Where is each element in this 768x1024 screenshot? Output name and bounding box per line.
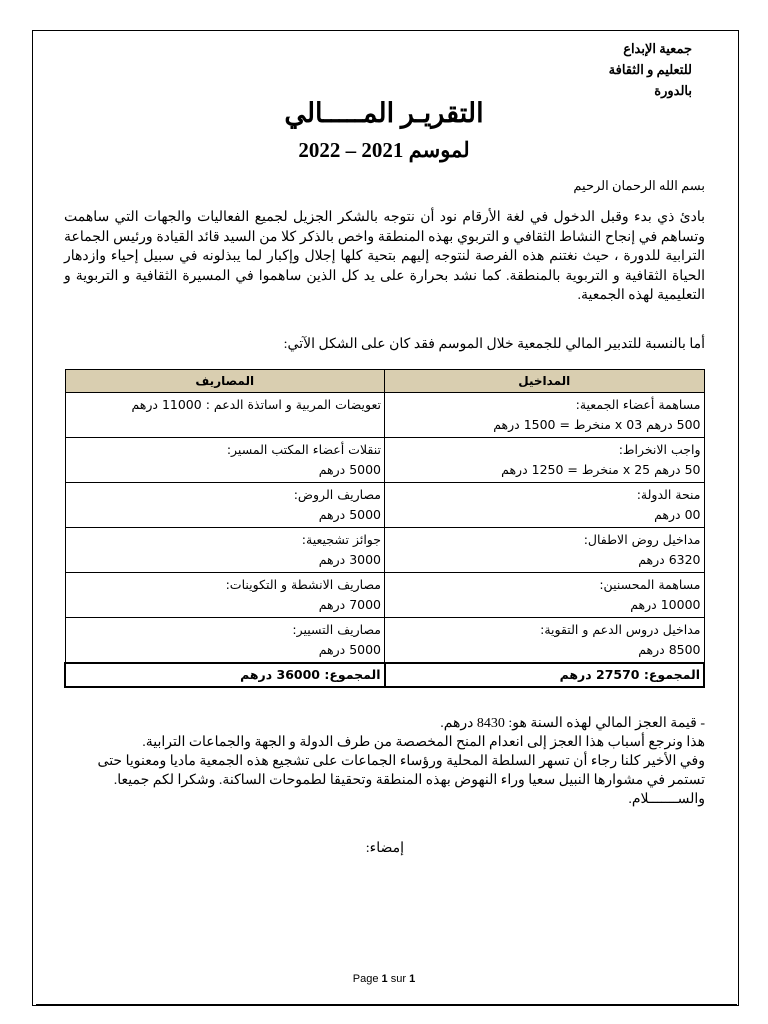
income-cell [385, 438, 705, 483]
expense-value: 5000 درهم [318, 507, 381, 522]
income-cell [385, 393, 705, 438]
expense-total: المجموع: 36000 درهم [65, 663, 385, 687]
table-row [65, 483, 704, 528]
expense-cell [65, 438, 385, 483]
table-row [65, 618, 704, 664]
income-cell [385, 528, 705, 573]
page-current: 1 [381, 973, 388, 985]
expense-cell [65, 393, 385, 438]
expense-cell [65, 573, 385, 618]
table-row [65, 528, 704, 573]
expense-label: جوائز تشجيعية: [301, 532, 381, 547]
income-label: مداخيل روض الاطفال: [583, 532, 701, 547]
income-value: 10000 درهم [630, 597, 701, 612]
income-label: منحة الدولة: [636, 487, 701, 502]
income-cell [385, 573, 705, 618]
expense-label: مصاريف الانشطة و التكوينات: [225, 577, 381, 592]
signature-label: إمضاء: [365, 841, 404, 856]
report-season: لموسم 2021 – 2022 [298, 138, 470, 162]
page-border-bottom-rule [36, 1004, 737, 1005]
page-word: Page [352, 973, 379, 985]
expense-cell [65, 483, 385, 528]
financial-table [64, 369, 705, 688]
expense-value: 5000 درهم [318, 642, 381, 657]
table-header-row [65, 370, 704, 393]
income-cell [385, 483, 705, 528]
income-label: مساهمة أعضاء الجمعية: [575, 397, 701, 412]
expense-value: 7000 درهم [318, 597, 381, 612]
income-label: واجب الانخراط: [618, 442, 701, 457]
income-value: 6320 درهم [638, 552, 701, 567]
association-name: جمعية الإبداع [623, 41, 692, 56]
expense-column-header: المصاريف [65, 370, 385, 393]
expense-value: 5000 درهم [318, 462, 381, 477]
income-value: 00 درهم [654, 507, 701, 522]
page-footer [0, 973, 768, 985]
income-label: مداخيل دروس الدعم و التقوية: [540, 622, 701, 637]
association-purpose: للتعليم و الثقافة [608, 62, 692, 77]
income-value: 500 درهم x 03 منخرط = 1500 درهم [493, 417, 701, 432]
table-row [65, 573, 704, 618]
expense-cell [65, 618, 385, 664]
income-label: مساهمة المحسنين: [599, 577, 701, 592]
expense-label: مصاريف التسيير: [292, 622, 381, 637]
income-total: المجموع: 27570 درهم [385, 663, 705, 687]
association-header [609, 38, 692, 101]
expense-label: تنقلات أعضاء المكتب المسير: [226, 442, 381, 457]
income-column-header: المداخيل [385, 370, 705, 393]
association-location: بالدورة [654, 83, 692, 98]
deficit-line: - قيمة العجز المالي لهذه السنة هو: 8430 درهم. [440, 716, 705, 731]
table-total-row [65, 663, 704, 687]
expense-cell [65, 528, 385, 573]
income-value: 8500 درهم [638, 642, 701, 657]
expense-label: تعويضات المربية و اساتذة الدعم : 11000 درهم [131, 397, 381, 412]
income-cell [385, 618, 705, 664]
page-total: 1 [409, 973, 416, 985]
conclusion-section [64, 714, 705, 809]
expense-value: 3000 درهم [318, 552, 381, 567]
table-row [65, 393, 704, 438]
closing-salutation: والســـــــلام. [628, 792, 705, 807]
closing-appeal: وفي الأخير كلنا رجاء أن تسهر السلطة المحلية ورؤساء الجماعات على تشجيع هذه الجمعية ماديا ومعنويا حتى تستمر في مشوارها النبيل سعيا وراء النهوض بهذه المنطقة وتحقيقا لطموحات الساكنة. وشكرا لكم جميعا. [97, 754, 705, 788]
report-title: التقريـر المـــــالي [284, 98, 484, 128]
expense-label: مصاريف الروض: [293, 487, 381, 502]
income-value: 50 درهم x 25 منخرط = 1250 درهم [501, 462, 701, 477]
intro-paragraph: بادئ ذي بدء وقبل الدخول في لغة الأرقام نود أن نتوجه بالشكر الجزيل لجميع الفعاليات والجهات التي ساهمت وتساهم في إنجاح النشاط الثقافي و التربوي بهذه المنطقة واخص بالذكر كلا من السيد قائد القيادة ورئيس الجماعة الترابية للدورة ، حيث نغتنم هذه الفرصة لنتوجه إليهم بتحية كلها إجلال وإكبار لما يبذلونه في سبيل إحياء وازدهار الحياة الثقافية و التربوية بالمنطقة. كما نشد بحرارة على يد كل الذين ساهموا في المسيرة الثقافية و التربوية و التعليمية لهذه الجمعية. [64, 210, 705, 303]
basmala: بسم الله الرحمان الرحيم [573, 178, 705, 193]
table-lead-text: أما بالنسبة للتدبير المالي للجمعية خلال الموسم فقد كان على الشكل الآتي: [283, 337, 705, 352]
page-sep: sur [390, 973, 407, 985]
deficit-reason: هذا ونرجع أسباب هذا العجز إلى انعدام المنح المخصصة من طرف الدولة و الجهة والجماعات الترابية. [142, 735, 705, 750]
table-row [65, 438, 704, 483]
